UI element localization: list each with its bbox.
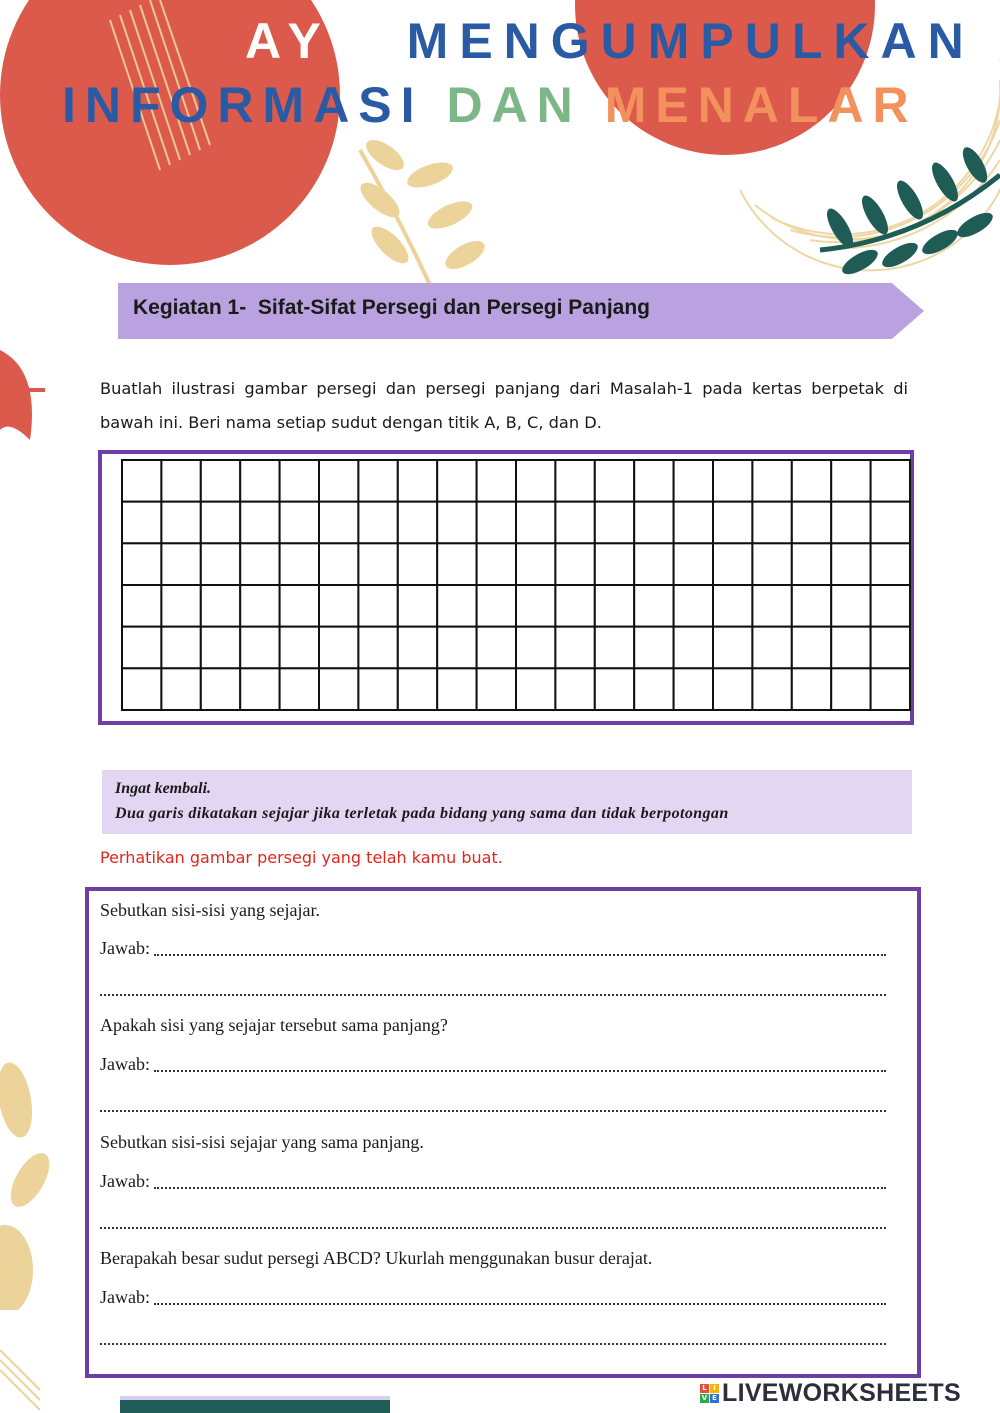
answer-row-4[interactable] [100, 1284, 886, 1308]
grid-cell[interactable] [555, 502, 594, 544]
activity-banner-label: Kegiatan 1- Sifat-Sifat Persegi dan Persegi Panjang [133, 296, 650, 319]
reminder-body: Dua garis dikatakan sejajar jika terletak pada bidang yang sama dan tidak berpotongan [115, 805, 729, 822]
grid-cell[interactable] [358, 585, 397, 627]
grid-cell[interactable] [398, 502, 437, 544]
question-1: Sebutkan sisi-sisi yang sejajar. [100, 900, 320, 920]
grid-cell[interactable] [595, 543, 634, 585]
grid-cell[interactable] [319, 460, 358, 502]
grid-cell[interactable] [398, 668, 437, 710]
answer-continuation-2[interactable] [100, 1091, 886, 1115]
grid-cell[interactable] [792, 627, 831, 669]
grid-cell[interactable] [634, 543, 673, 585]
grid-cell[interactable] [161, 502, 200, 544]
question-4: Berapakah besar sudut persegi ABCD? Ukurlah menggunakan busur derajat. [100, 1248, 653, 1268]
left-red-leaf [0, 330, 50, 460]
reminder-box [102, 770, 912, 834]
grid-cell[interactable] [201, 668, 240, 710]
instruction-text: Buatlah ilustrasi gambar persegi dan persegi panjang dari Masalah-1 pada kertas berpetak di bawah ini. Beri nama setiap sudut dengan titik A, B, C, dan D. [100, 379, 908, 432]
grid-cell[interactable] [713, 627, 752, 669]
bottom-teal-bar [120, 1400, 390, 1413]
grid-cell[interactable] [752, 668, 791, 710]
grid-cell[interactable] [674, 668, 713, 710]
grid-cell[interactable] [674, 502, 713, 544]
grid-cell[interactable] [122, 668, 161, 710]
grid-cell[interactable] [477, 543, 516, 585]
grid-cell[interactable] [871, 460, 910, 502]
grid-cell[interactable] [122, 543, 161, 585]
grid-cell[interactable] [792, 502, 831, 544]
grid-cell[interactable] [752, 460, 791, 502]
grid-cell[interactable] [674, 627, 713, 669]
grid-cell[interactable] [280, 543, 319, 585]
answer-label-1: Jawab: [100, 938, 150, 958]
grid-paper[interactable] [120, 458, 912, 713]
grid-cell[interactable] [161, 460, 200, 502]
grid-cell[interactable] [831, 627, 870, 669]
grid-cell[interactable] [477, 585, 516, 627]
grid-cell[interactable] [437, 627, 476, 669]
grid-cell[interactable] [319, 668, 358, 710]
answer-label-4: Jawab: [100, 1287, 150, 1307]
grid-cell[interactable] [595, 668, 634, 710]
grid-cell[interactable] [398, 543, 437, 585]
grid-cell[interactable] [358, 543, 397, 585]
grid-cell[interactable] [437, 460, 476, 502]
grid-cell[interactable] [280, 627, 319, 669]
grid-cell[interactable] [240, 460, 279, 502]
grid-cell[interactable] [674, 585, 713, 627]
grid-cell[interactable] [555, 585, 594, 627]
liveworksheets-logo-icon [700, 1384, 719, 1403]
grid-cell[interactable] [240, 585, 279, 627]
liveworksheets-text: LIVEWORKSHEETS [722, 1378, 961, 1407]
title-word-mengumpulkan: MENGUMPULKAN [406, 13, 975, 69]
answer-row-1[interactable] [100, 935, 886, 959]
grid-cell[interactable] [477, 668, 516, 710]
answer-row-2[interactable] [100, 1051, 886, 1075]
grid-cell[interactable] [792, 460, 831, 502]
grid-cell[interactable] [477, 502, 516, 544]
grid-cell[interactable] [280, 502, 319, 544]
grid-cell[interactable] [752, 543, 791, 585]
logo-letter-v: V [701, 1393, 708, 1402]
answer-input-2[interactable] [154, 1054, 886, 1072]
grid-cell[interactable] [358, 502, 397, 544]
grid-cell[interactable] [516, 460, 555, 502]
grid-cell[interactable] [713, 460, 752, 502]
grid-cell[interactable] [516, 502, 555, 544]
grid-cell[interactable] [713, 543, 752, 585]
logo-letter-i: I [710, 1384, 719, 1393]
grid-cell[interactable] [319, 627, 358, 669]
grid-cell[interactable] [358, 668, 397, 710]
grid-cell[interactable] [398, 460, 437, 502]
grid-cell[interactable] [713, 502, 752, 544]
grid-cell[interactable] [555, 668, 594, 710]
grid-cell[interactable] [161, 543, 200, 585]
grid-cell[interactable] [319, 502, 358, 544]
grid-cell[interactable] [240, 668, 279, 710]
grid-cell[interactable] [358, 627, 397, 669]
grid-cell[interactable] [871, 502, 910, 544]
reminder-title: Ingat kembali. [115, 780, 212, 797]
grid-cell[interactable] [595, 460, 634, 502]
liveworksheets-watermark [700, 1378, 961, 1408]
grid-cell[interactable] [792, 543, 831, 585]
grid-cell[interactable] [634, 668, 673, 710]
grid-cell[interactable] [792, 585, 831, 627]
grid-cell[interactable] [871, 543, 910, 585]
grid-cell[interactable] [398, 627, 437, 669]
answer-input-1-line-2[interactable] [100, 978, 886, 996]
answer-row-3[interactable] [100, 1168, 886, 1192]
grid-cell[interactable] [122, 460, 161, 502]
grid-cell[interactable] [240, 543, 279, 585]
grid-cell[interactable] [634, 627, 673, 669]
grid-cell[interactable] [555, 460, 594, 502]
logo-letter-l: L [700, 1384, 709, 1393]
red-instruction: Perhatikan gambar persegi yang telah kamu buat. [100, 848, 503, 867]
grid-cell[interactable] [516, 585, 555, 627]
grid-cell[interactable] [280, 585, 319, 627]
grid-cell[interactable] [201, 502, 240, 544]
grid-cell[interactable] [358, 460, 397, 502]
answer-input-3-line-2[interactable] [100, 1211, 886, 1229]
title-word-ayo: AYO [245, 13, 382, 69]
grid-cell[interactable] [752, 627, 791, 669]
page-title-line-2 [62, 76, 982, 134]
grid-cell[interactable] [122, 585, 161, 627]
answer-label-2: Jawab: [100, 1054, 150, 1074]
grid-cell[interactable] [555, 543, 594, 585]
page-title-line-1 [245, 12, 985, 70]
answer-continuation-4[interactable] [100, 1324, 886, 1348]
grid-cell[interactable] [240, 502, 279, 544]
grid-cell[interactable] [634, 460, 673, 502]
grid-cell[interactable] [831, 502, 870, 544]
grid-cell[interactable] [201, 460, 240, 502]
grid-cell[interactable] [319, 543, 358, 585]
grid-cell[interactable] [477, 627, 516, 669]
grid-cell[interactable] [831, 585, 870, 627]
grid-cell[interactable] [201, 585, 240, 627]
grid-cell[interactable] [634, 502, 673, 544]
title-word-informasi: INFORMASI [62, 77, 424, 133]
answer-input-2-line-2[interactable] [100, 1094, 886, 1112]
answer-continuation-1[interactable] [100, 975, 886, 999]
answer-input-4[interactable] [154, 1287, 886, 1305]
grid-cell[interactable] [437, 543, 476, 585]
grid-cell[interactable] [595, 502, 634, 544]
grid-cell[interactable] [437, 585, 476, 627]
grid-cell[interactable] [201, 543, 240, 585]
answer-input-3[interactable] [154, 1171, 886, 1189]
grid-cell[interactable] [792, 668, 831, 710]
grid-cell[interactable] [634, 585, 673, 627]
grid-cell[interactable] [871, 585, 910, 627]
grid-cell[interactable] [595, 627, 634, 669]
grid-cell[interactable] [752, 585, 791, 627]
grid-cell[interactable] [516, 668, 555, 710]
grid-cell[interactable] [752, 502, 791, 544]
left-dotted-pattern [0, 1345, 50, 1413]
grid-cell[interactable] [871, 668, 910, 710]
grid-cell[interactable] [280, 668, 319, 710]
green-leaf-branch [820, 144, 1000, 279]
grid-cell[interactable] [831, 668, 870, 710]
grid-cell[interactable] [201, 627, 240, 669]
answer-input-1[interactable] [154, 938, 886, 956]
grid-cell[interactable] [280, 460, 319, 502]
left-yellow-leaves [0, 1060, 60, 1310]
grid-cell[interactable] [161, 627, 200, 669]
grid-cell[interactable] [516, 627, 555, 669]
grid-cell[interactable] [477, 460, 516, 502]
bottom-lavender-bar [120, 1396, 390, 1400]
grid-cell[interactable] [240, 627, 279, 669]
question-3: Sebutkan sisi-sisi sejajar yang sama panjang. [100, 1132, 424, 1152]
answer-label-3: Jawab: [100, 1171, 150, 1191]
grid-cell[interactable] [713, 668, 752, 710]
grid-cell[interactable] [161, 668, 200, 710]
grid-cell[interactable] [713, 585, 752, 627]
grid-cell[interactable] [595, 585, 634, 627]
grid-cell[interactable] [437, 668, 476, 710]
yellow-leaf-branch [355, 134, 489, 285]
title-word-menalar: MENALAR [604, 77, 918, 133]
grid-cell[interactable] [319, 585, 358, 627]
title-word-dan: DAN [446, 77, 582, 133]
grid-cell[interactable] [674, 543, 713, 585]
grid-cell[interactable] [122, 502, 161, 544]
grid-cell[interactable] [437, 502, 476, 544]
grid-cell[interactable] [831, 543, 870, 585]
grid-cell[interactable] [161, 585, 200, 627]
grid-cell[interactable] [398, 585, 437, 627]
answer-continuation-3[interactable] [100, 1208, 886, 1232]
question-2: Apakah sisi yang sejajar tersebut sama panjang? [100, 1015, 448, 1035]
grid-cell[interactable] [674, 460, 713, 502]
logo-letter-e: E [710, 1394, 719, 1403]
grid-cell[interactable] [516, 543, 555, 585]
grid-cell[interactable] [555, 627, 594, 669]
answer-input-4-line-2[interactable] [100, 1327, 886, 1345]
grid-cell[interactable] [122, 627, 161, 669]
grid-cell[interactable] [831, 460, 870, 502]
grid-cell[interactable] [871, 627, 910, 669]
